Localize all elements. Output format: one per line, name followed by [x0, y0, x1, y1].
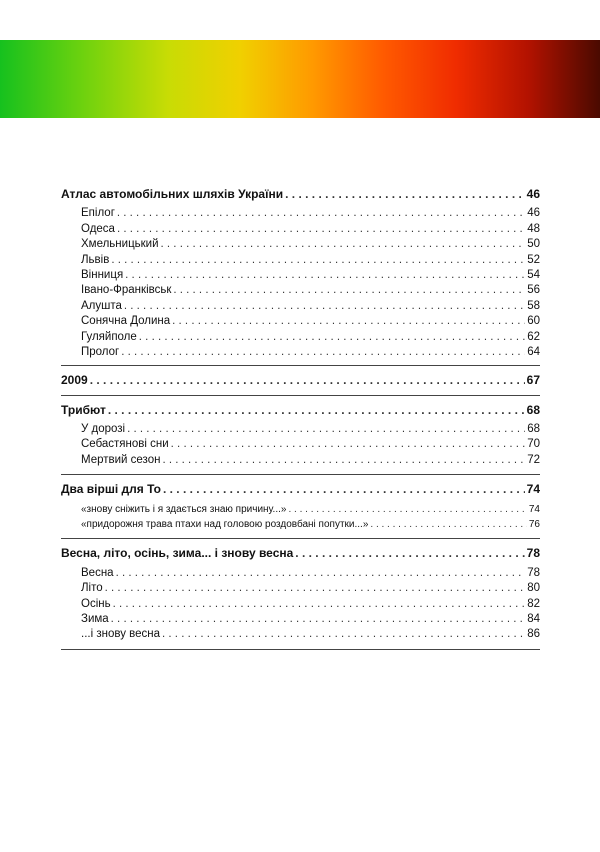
dot-leader [90, 373, 525, 388]
toc-entry-title: Гуляйполе [81, 330, 137, 343]
toc-entry-sub[interactable] [61, 222, 540, 237]
dot-leader [124, 299, 525, 314]
dot-leader [117, 222, 525, 237]
dot-leader [111, 253, 525, 268]
toc-entry-page: 62 [527, 330, 540, 343]
dot-leader [127, 422, 525, 437]
toc-entry-title: Трибют [61, 402, 106, 417]
dot-leader [117, 206, 525, 221]
toc-entry-sub[interactable] [61, 253, 540, 268]
toc-entry-page: 46 [527, 207, 540, 220]
toc-entry-title: Осінь [81, 597, 111, 610]
dot-leader [111, 612, 526, 627]
dot-leader [139, 330, 525, 345]
toc-entry-sub[interactable] [61, 268, 540, 283]
toc-entry-title: Пролог [81, 345, 120, 358]
dot-leader [285, 187, 525, 202]
toc-entry-page: 76 [528, 519, 540, 531]
toc-entry-page: 82 [527, 597, 540, 610]
toc-entry-page: 84 [527, 612, 540, 625]
toc-entry-page: 80 [527, 582, 540, 595]
toc-entry-sub[interactable] [61, 453, 540, 468]
toc-entry-title: Мертвий сезон [81, 453, 161, 466]
toc-entry-page: 64 [527, 345, 540, 358]
toc-entry-page: 58 [527, 299, 540, 312]
toc-entry-title: ...і знову весна [81, 628, 161, 641]
dot-leader [108, 403, 525, 418]
toc-entry-title: Епілог [81, 207, 115, 220]
toc-entry-page: 78 [526, 546, 540, 561]
toc-entry-sub[interactable] [61, 566, 540, 581]
toc-entry-sub[interactable] [61, 437, 540, 452]
toc-entry-sub[interactable] [61, 502, 540, 517]
toc-entry-title: Атлас автомобільних шляхів України [61, 187, 284, 201]
toc-entry-page: 54 [527, 268, 540, 281]
toc-entry-main[interactable] [61, 546, 540, 561]
toc-entry-page: 68 [526, 402, 540, 417]
toc-entry-page: 74 [526, 482, 540, 497]
dot-leader [113, 597, 526, 612]
toc-entry-sub[interactable] [61, 237, 540, 252]
toc-entry-page: 67 [526, 373, 540, 388]
dot-leader [161, 237, 526, 252]
dot-leader [288, 502, 526, 517]
toc-entry-title: Івано-Франківськ [81, 284, 172, 297]
toc-entry-page: 60 [527, 315, 540, 328]
toc-entry-title: Весна, літо, осінь, зима... і знову весна [61, 546, 294, 561]
toc-entry-page: 56 [527, 284, 540, 297]
gradient-header-band [0, 40, 600, 118]
toc-entry-sub[interactable] [61, 330, 540, 345]
toc-entry-page: 48 [527, 222, 540, 235]
dot-leader [173, 283, 525, 298]
dot-leader [105, 581, 526, 596]
toc-entry-main[interactable] [61, 187, 540, 202]
toc-section-atlas [61, 185, 540, 366]
toc-entry-title: Одеса [81, 222, 115, 235]
toc-entry-title: Сонячна Долина [81, 315, 171, 328]
toc-entry-sub[interactable] [61, 283, 540, 298]
toc-entry-page: 72 [527, 453, 540, 466]
toc-entry-sub[interactable] [61, 299, 540, 314]
toc-entry-page: 46 [526, 187, 540, 201]
toc-entry-sub[interactable] [61, 314, 540, 329]
table-of-contents [61, 185, 540, 650]
toc-entry-sub[interactable] [61, 345, 540, 360]
toc-section-tribute [61, 396, 540, 476]
dot-leader [172, 314, 525, 329]
toc-entry-title: Алушта [81, 299, 122, 312]
toc-entry-sub[interactable] [61, 206, 540, 221]
toc-entry-sub[interactable] [61, 581, 540, 596]
toc-entry-sub[interactable] [61, 517, 540, 532]
toc-entry-main[interactable] [61, 373, 540, 388]
dot-leader [171, 437, 526, 452]
toc-entry-title: Зима [81, 612, 109, 625]
toc-entry-sub[interactable] [61, 597, 540, 612]
toc-entry-page: 70 [527, 438, 540, 451]
toc-entry-page: 68 [527, 423, 540, 436]
toc-entry-title: Львів [81, 253, 110, 266]
dot-leader [162, 627, 525, 642]
toc-entry-main[interactable] [61, 403, 540, 418]
toc-entry-title: Себастянові сни [81, 438, 169, 451]
toc-entry-sub[interactable] [61, 627, 540, 642]
toc-entry-page: 78 [527, 566, 540, 579]
toc-entry-sub[interactable] [61, 612, 540, 627]
toc-section-two-poems [61, 475, 540, 539]
toc-entry-title: «придорожня трава птахи над головою роздовбані попутки...» [81, 519, 369, 531]
dot-leader [295, 546, 524, 561]
toc-entry-title: У дорозі [81, 423, 126, 436]
dot-leader [121, 345, 525, 360]
toc-entry-title: Два вірші для То [61, 482, 161, 497]
dot-leader [163, 482, 525, 497]
toc-entry-page: 52 [527, 253, 540, 266]
toc-entry-title: 2009 [61, 373, 88, 388]
toc-entry-title: Весна [81, 566, 114, 579]
toc-entry-page: 86 [527, 628, 540, 641]
dot-leader [125, 268, 525, 283]
dot-leader [370, 517, 526, 532]
toc-entry-title: Літо [81, 582, 103, 595]
toc-entry-sub[interactable] [61, 422, 540, 437]
toc-entry-title: Хмельницький [81, 238, 159, 251]
toc-entry-page: 50 [527, 238, 540, 251]
toc-section-seasons [61, 539, 540, 649]
toc-entry-main[interactable] [61, 482, 540, 497]
dot-leader [116, 566, 526, 581]
toc-entry-page: 74 [528, 503, 540, 515]
dot-leader [162, 453, 525, 468]
toc-entry-title: Вінниця [81, 268, 124, 281]
toc-section-2009 [61, 366, 540, 395]
toc-entry-title: «знову сніжить і я здається знаю причину...» [81, 503, 287, 515]
